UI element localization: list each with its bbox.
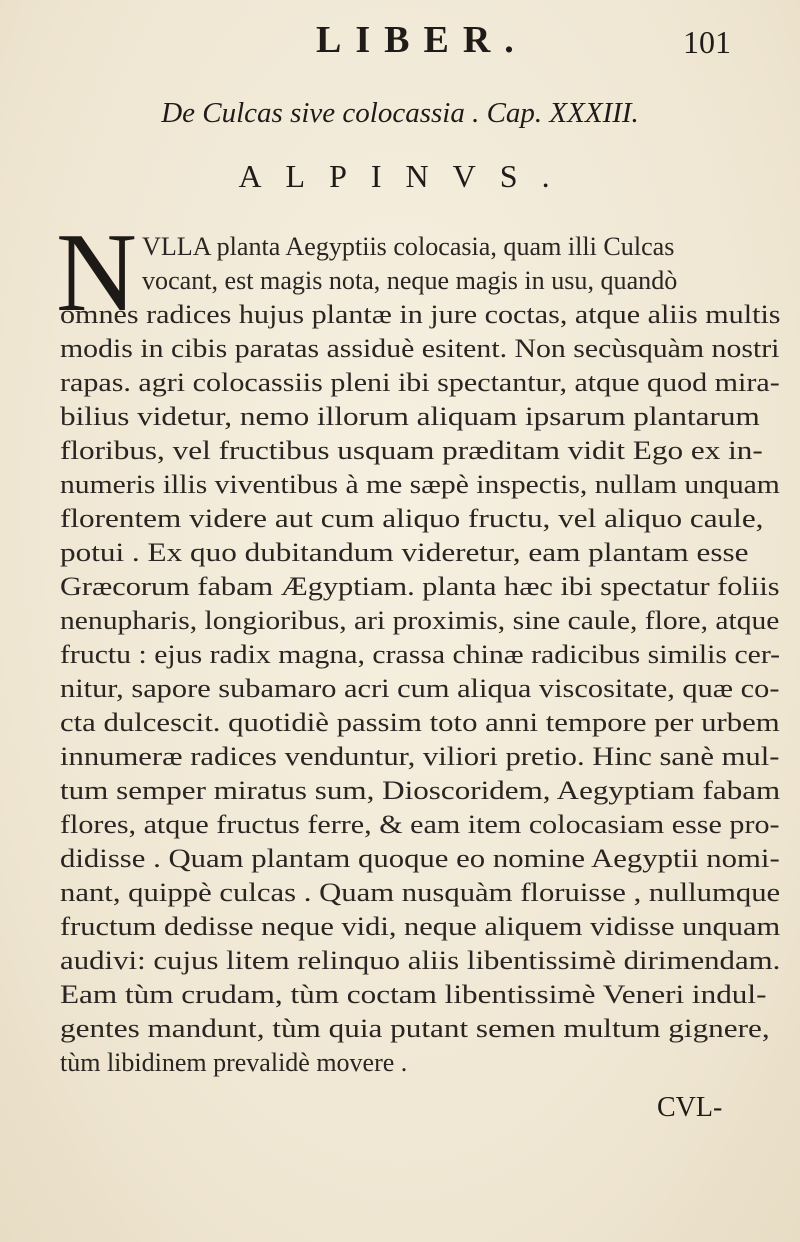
catchword: CVL- (657, 1092, 723, 1123)
running-head (0, 14, 800, 64)
text-line: Eam tùm crudam, tùm coctam libentissimè Veneri indul- (60, 980, 767, 1009)
text-line: gentes mandunt, tùm quia putant semen multum gignere, (60, 1014, 770, 1043)
text-line: nant, quippè culcas . Quam nusquàm floruisse , nullumque (60, 878, 781, 907)
text-line: floribus, vel fructibus usquam præditam vidit Ego ex in- (60, 436, 763, 465)
text-line: potui . Ex quo dubitandum videretur, eam plantam esse (60, 538, 749, 567)
text-line: audivi: cujus litem relinquo aliis libentissimè dirimendam. (60, 946, 781, 975)
text-line: VLLA planta Aegyptiis colocasia, quam illi Culcas (142, 232, 675, 261)
text-line: bilius videtur, nemo illorum aliquam ipsarum plantarum (60, 402, 760, 431)
text-line: nitur, sapore subamaro acri cum aliqua viscositate, quæ co- (60, 674, 780, 703)
text-line: modis in cibis paratas assiduè esitent. Non secùsquàm nostri (60, 334, 780, 363)
drop-cap: N (56, 211, 137, 335)
text-line: cta dulcescit. quotidiè passim toto anni tempore per urbem (60, 708, 780, 737)
running-title: LIBER. (316, 19, 528, 61)
text-line: vocant, est magis nota, neque magis in usu, quandò (142, 266, 678, 295)
text-line: tum semper miratus sum, Dioscoridem, Aegyptiam fabam (60, 776, 781, 805)
page-number: 101 (683, 24, 731, 60)
text-line: innumeræ radices venduntur, viliori pretio. Hinc sanè mul- (60, 742, 780, 771)
text-line: nenupharis, longioribus, ari proximis, sine caule, flore, atque (60, 606, 780, 635)
author-heading: ALPINVS. (238, 158, 574, 194)
text-line: tùm libidinem prevalidè movere . (60, 1048, 408, 1077)
text-line: numeris illis viventibus à me sæpè inspectis, nullam unquam (60, 470, 780, 499)
text-line: Græcorum fabam Ægyptiam. planta hæc ibi spectatur foliis (60, 572, 780, 601)
text-line: flores, atque fructus ferre, & eam item colocasiam esse pro- (60, 810, 780, 839)
text-line: rapas. agri colocassiis pleni ibi spectantur, atque quod mira- (60, 368, 780, 397)
text-line: fructu : ejus radix magna, crassa chinæ radicibus similis cer- (60, 640, 781, 669)
text-line: didisse . Quam plantam quoque eo nomine Aegyptii nomi- (60, 844, 780, 873)
chapter-title: De Culcas sive colocassia . Cap. XXXIII. (161, 97, 639, 129)
text-line: omnes radices hujus plantæ in jure coctas, atque aliis multis (60, 300, 781, 329)
text-line: fructum dedisse neque vidi, neque aliquem vidisse unquam (60, 912, 781, 941)
text-line: florentem videre aut cum aliquo fructu, vel aliquo caule, (60, 504, 764, 533)
